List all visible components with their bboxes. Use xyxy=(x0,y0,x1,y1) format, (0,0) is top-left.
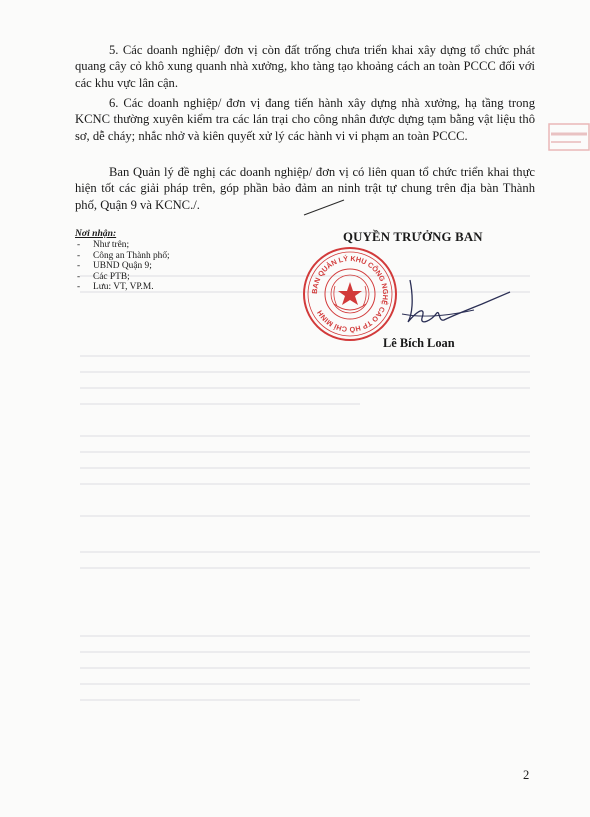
paragraph-closing-text: Ban Quản lý đề nghị các doanh nghiệp/ đơn vị có liên quan tổ chức triển khai thực hiện tốt các giải pháp trên, góp phần bảo đảm an ninh trật tự chung trên địa bàn Thành phố, Quận 9 và KCNC./. xyxy=(75,165,535,212)
paragraph-5 xyxy=(75,42,535,91)
handwritten-signature xyxy=(392,270,512,340)
recipient-item: - Các PTB; xyxy=(75,272,295,282)
page-number: 2 xyxy=(523,768,530,782)
recipients-block xyxy=(75,229,295,292)
paragraph-5-text: 5. Các doanh nghiệp/ đơn vị còn đất trống chưa triển khai xây dựng tổ chức phát quang cây cỏ khô xung quanh nhà xưởng, kho tàng tạo khoảng cách an toàn PCCC đối với các khu vực lân cận. xyxy=(75,43,535,90)
official-seal xyxy=(302,246,398,342)
signer-title: QUYỀN TRƯỞNG BAN xyxy=(343,230,483,244)
recipient-item: - Lưu: VT, VP.M. xyxy=(75,282,295,292)
pen-mark xyxy=(300,197,348,219)
svg-text:BAN QUẢN LÝ KHU CÔNG NGHỆ CAO: BAN QUẢN LÝ KHU CÔNG NGHỆ CAO TP HỒ CHÍ MINH xyxy=(309,253,391,335)
recipients-title: Nơi nhận: xyxy=(75,228,117,239)
recipient-item: - Như trên; xyxy=(75,240,295,250)
signer-name: Lê Bích Loan xyxy=(383,336,455,350)
recipients-list xyxy=(75,240,295,292)
ghost-stamp-mark xyxy=(545,118,590,158)
recipient-item: - Công an Thành phố; xyxy=(75,251,295,261)
paragraph-6 xyxy=(75,95,535,144)
recipient-item: - UBND Quận 9; xyxy=(75,261,295,271)
paragraph-6-text: 6. Các doanh nghiệp/ đơn vị đang tiến hành xây dựng nhà xưởng, hạ tầng trong KCNC thường xuyên kiểm tra các lán trại cho công nhân được dựng tạm bằng vật liệu thô sơ, dễ cháy; nhắc nhở và kiên quyết xử lý các hành vi vi phạm an toàn PCCC. xyxy=(75,96,535,143)
